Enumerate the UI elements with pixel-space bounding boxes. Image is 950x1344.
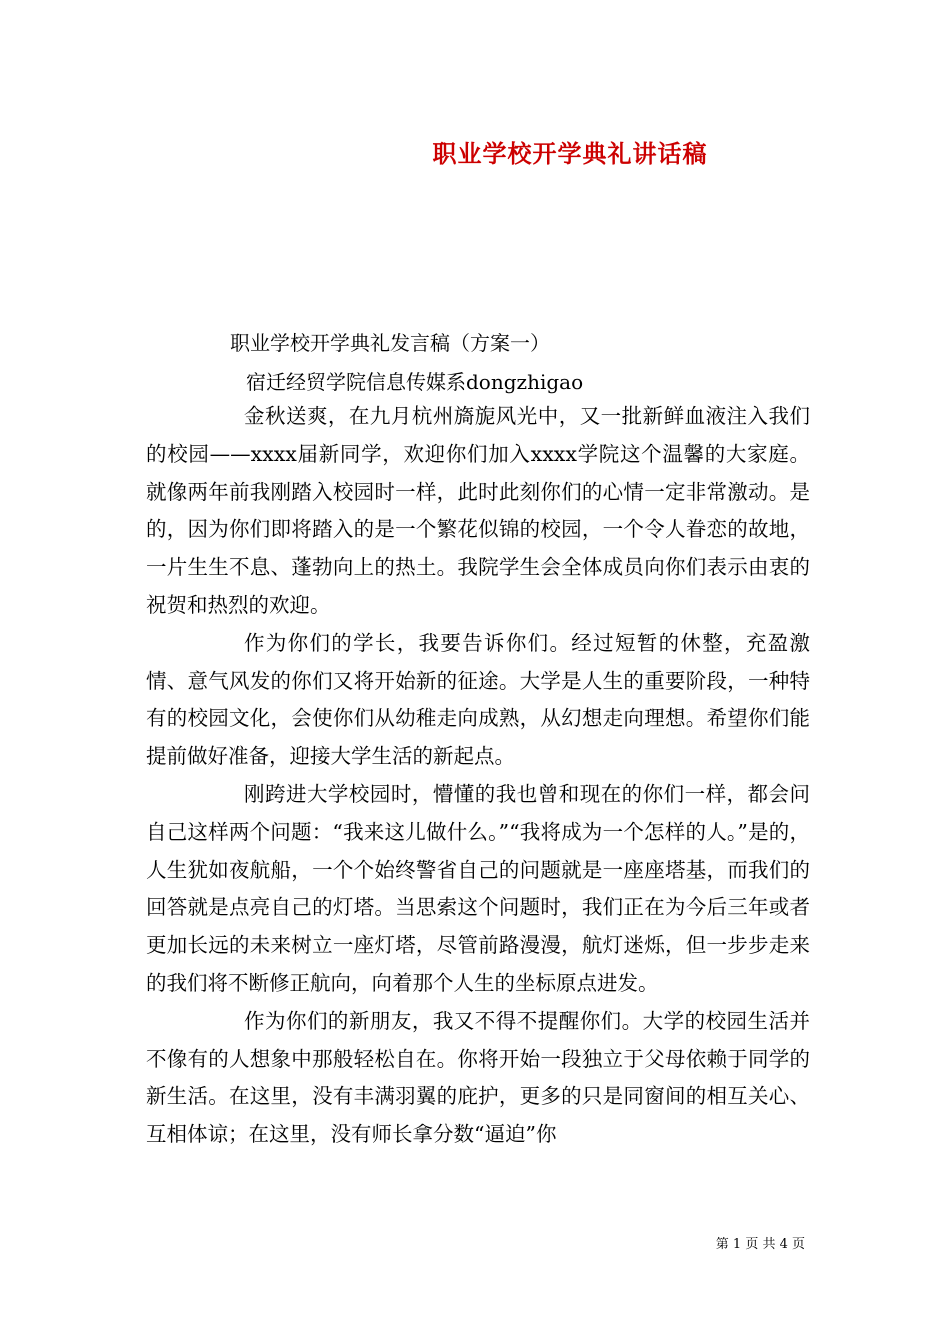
document-body xyxy=(146,398,810,1154)
body-paragraph: 作为你们的新朋友，我又不得不提醒你们。大学的校园生活并不像有的人想象中那般轻松自在。你将开始一段独立于父母依赖于同学的新生活。在这里，没有丰满羽翼的庇护，更多的只是同窗间的相互关心、互相体谅；在这里，没有师长拿分数“逼迫”你 xyxy=(146,1008,810,1147)
body-paragraph: 作为你们的学长，我要告诉你们。经过短暂的休整，充盈激情、意气风发的你们又将开始新的征途。大学是人生的重要阶段，一种特有的校园文化，会使你们从幼稚走向成熟，从幻想走向理想。希望你们能提前做好准备，迎接大学生活的新起点。 xyxy=(146,630,810,769)
document-subtitle: 职业学校开学典礼发言稿（方案一） xyxy=(230,331,550,355)
document-author: 宿迁经贸学院信息传媒系dongzhigao xyxy=(246,370,584,394)
body-paragraph: 刚跨进大学校园时，懵懂的我也曾和现在的你们一样，都会问自己这样两个问题：“我来这儿做什么。”“我将成为一个怎样的人。”是的，人生犹如夜航船，一个个始终警省自己的问题就是一座座塔基，而我们的回答就是点亮自己的灯塔。当思索这个问题时，我们正在为今后三年或者更加长远的未来树立一座灯塔，尽管前路漫漫，航灯迷烁，但一步步走来的我们将不断修正航向，向着那个人生的坐标原点进发。 xyxy=(146,781,810,995)
document-title: 职业学校开学典礼讲话稿 xyxy=(432,139,708,168)
body-paragraph: 金秋送爽，在九月杭州旖旎风光中，又一批新鲜血液注入我们的校园——xxxx届新同学，欢迎你们加入xxxx学院这个温馨的大家庭。就像两年前我刚踏入校园时一样，此时此刻你们的心情一定非常激动。是的，因为你们即将踏入的是一个繁花似锦的校园，一个令人眷恋的故地，一片生生不息、蓬勃向上的热土。我院学生会全体成员向你们表示由衷的祝贺和热烈的欢迎。 xyxy=(146,404,810,617)
page-footer: 第 1 页 共 4 页 xyxy=(715,1237,805,1252)
